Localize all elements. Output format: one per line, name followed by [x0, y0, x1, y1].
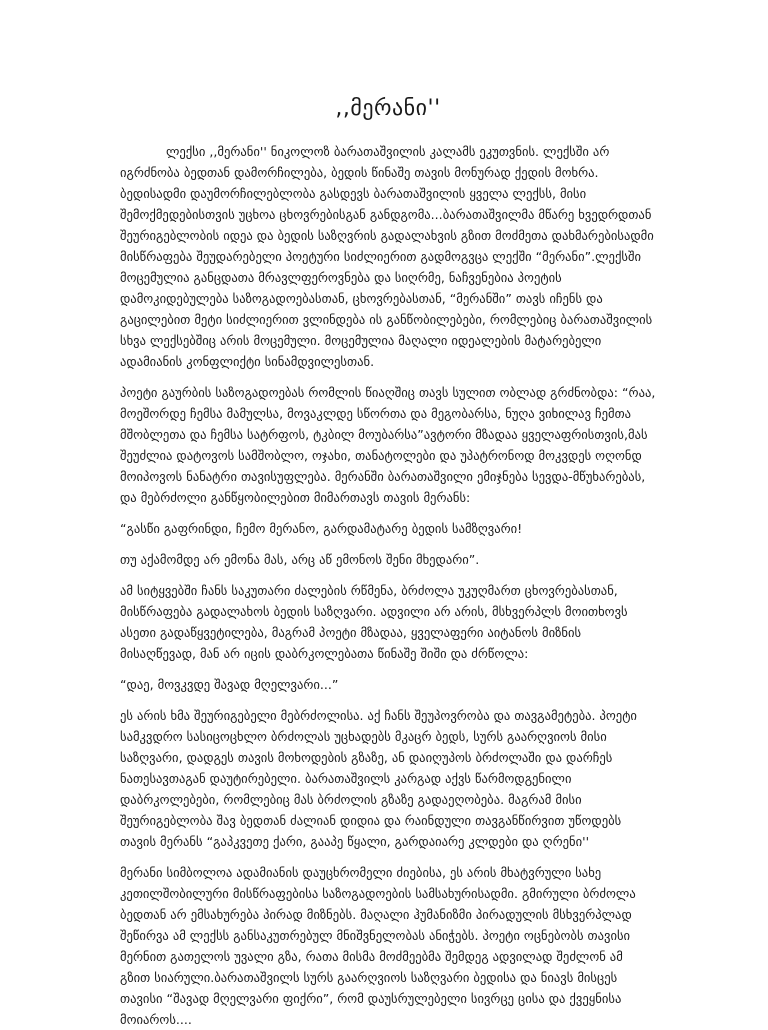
quote-line-3: “დაე, მოვკვდე შავად მღელვარი...”: [120, 677, 339, 692]
document-title: ,,მერანი'': [335, 96, 441, 121]
quote-line-2: თუ აქამომდე არ ემონა მას, არც აწ ემონოს შენი მხედარი”.: [120, 552, 480, 567]
paragraph-4: ეს არის ხმა შეურიგებელი მებრძოლისა. აქ ჩანს შეუპოვრობა და თავგამეტება. პოეტი სამკვდრო სასიცოცხლო ბრძოლას უცხადებს მკაცრ ბედს, სურს გაარღვიოს მისი საზღვარი, დადგეს თავის მოხოდების გზაზე, ან დაიღუპოს ბრძოლაში და დარჩეს ნათესავთაგან დაუტირებელი. ბარათაშვილს კარგად აქვს წარმოდგენილი დაბრკოლებები, რომლებიც მას ბრძოლის გზაზე გადაეღობება. მაგრამ მისი შეურიგებლობა შავ ბედთან ძალიან დიდია და რაინდული თავგანწირვით უწოდებს თავის მერანს “გაპკვეთე ქარი, გააპე წყალი, გარდაიარე კლდები და ღრენი'': [120, 708, 637, 849]
paragraph-2: პოეტი გაურბის საზოგადოებას რომლის წიაღშიც თავს სულით ობლად გრძნობდა: “რაა, მოეშორდე ჩემსა მამულსა, მოვაკლდე სწორთა და მეგობარსა, ნუღა ვიხილავ ჩემთა მშობლეთა და ჩემსა სატრფოს, ტკბილ მოუბარსა”ავტორი მზადაა ყველაფრისთვის,მას შეუძლია დატოვოს სამშობლო, ოჯახი, თანატოლები და უპატრონოდ მოკვდეს ოღონდ მოიპოვოს ნანატრი თავისუფლება. მერანში ბარათაშვილი ემიჯნება სევდა-მწუხარებას, და მებრძოლი განწყობილებით მიმართავს თავის მერანს:: [120, 385, 656, 505]
paragraph-1: ლექსი ,,მერანი'' ნიკოლოზ ბარათაშვილის კალამს ეკუთვნის. ლექსში არ იგრძნობა ბედთან დამორჩილება, ბედის წინაშე თავის მონურად ქედის მოხრა. ბედისადმი დაუმორჩილებლობა გასდევს ბარათაშვილის ყველა ლექსს, მისი შემოქმედებისთვის უცხოა ცხოვრებისგან განდგომა...ბარათაშვილმა მწარე ხვედრდთან შეურიგებლობის იდეა და ბედის საზღვრის გადალახვის გზით მოძმეთა დახმარებისადმი მისწრაფება შეუდარებელი პოეტური სიძლიერით გადმოგვცა ლექში “მერანი”.ლექსში მოცემულია განცდათა მრავლფეროვნება და სიღრმე, ნაჩვენებია პოეტის დამოკიდებულება საზოგადოებასთან, ცხოვრებასთან, “მერანში” თავს იჩენს და გაცილებით მეტი სიძლიერით ვლინდება ის განწობილებები, რომლებიც ბარათაშვილის სხვა ლექსებშიც არის მოცემული. მოცემულია მაღალი იდეალების მატარებელი ადამიანის კონფლიქტი სინამდვილესთან.: [120, 144, 654, 369]
paragraph-3: ამ სიტყვებში ჩანს საკუთარი ძალების რწმენა, ბრძოლა უკუღმართ ცხოვრებასთან, მისწრაფება გადალახოს ბედის საზღვარი. ადვილი არ არის, მსხვერპლს მოითხოვს ასეთი გადაწყვეტილება, მაგრამ პოეტი მზადაა, ყველაფერი აიტანოს მიზნის მისაღწევად, მან არ იცის დაბრკოლებათა წინაშე შიში და ძრწოლა:: [120, 583, 628, 661]
quote-line-1: “გასწი გაფრინდი, ჩემო მერანო, გარდამატარე ბედის სამზღვარი!: [120, 521, 523, 536]
paragraph-5: მერანი სიმბოლოა ადამიანის დაუცხრომელი ძიებისა, ეს არის მხატვრული სახე კეთილშობილური მისწრაფებისა საზოგადოების სამსახურისადმი. გმირული ბრძოლა ბედთან არ ემსახურება პირად მიზნებს. მაღალი ჰუმანიზმი პირადულის მსხვერპლად შეწირვა ამ ლექსს განსაკუთრებულ მნიშვნელობას ანიჭებს. პოეტი ოცნებობს თავისი მერნით გათელოს უვალი გზა, რათა მისმა მოძმეებმა შემდეგ ადვილად შეძლონ ამ გზით სიარული.ბარათაშვილს სურს გაარღვიოს საზღვარი ბედისა და ნიავს მისცეს თავისი “შავად მღელვარი ფიქრი”, რომ დაუსრულებელი სივრცე ცისა და ქვეყნისა მოიაროს....: [120, 865, 636, 1027]
